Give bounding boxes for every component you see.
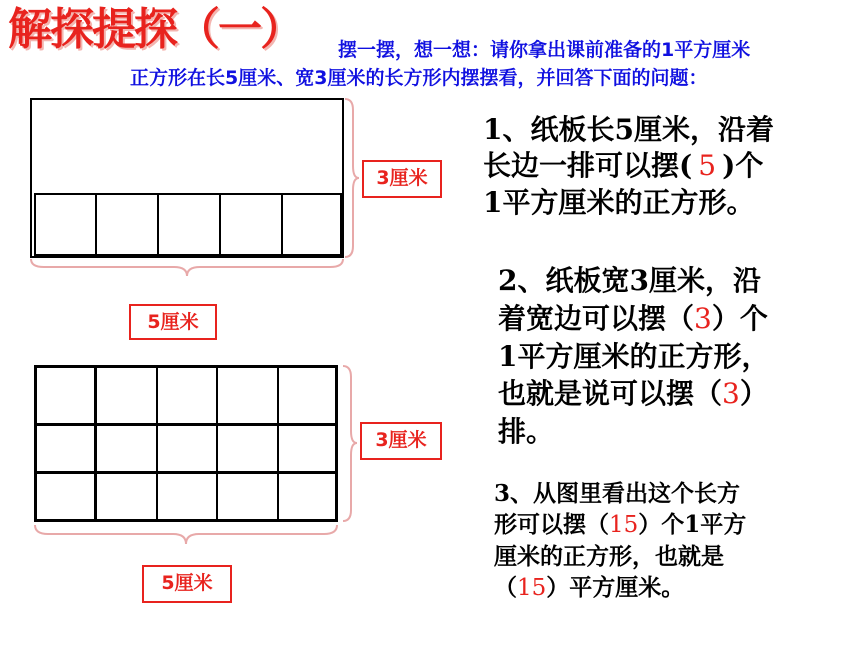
figure2-right-brace <box>342 365 358 522</box>
q3-line2: 形可以摆（15）个1平方 <box>494 511 747 539</box>
figure1-right-brace <box>344 98 360 258</box>
q2-line2: 着宽边可以摆（3）个 <box>498 301 768 335</box>
figure2-bottom-brace <box>34 524 338 546</box>
q3-line1: 3、从图里看出这个长方 <box>494 480 741 507</box>
q2-line4: 也就是说可以摆（3） <box>498 377 768 411</box>
q3-answer-1: 15 <box>609 512 639 539</box>
instruction-line-2: 正方形在长5厘米、宽3厘米的长方形内摆摆看，并回答下面的问题： <box>130 67 708 89</box>
question-3 <box>494 478 746 604</box>
figure1-square-row <box>34 193 342 256</box>
figure1-width-label: 5厘米 <box>129 304 217 340</box>
figure2-width-label: 5厘米 <box>142 565 232 603</box>
q2-line5: 排。 <box>498 415 555 449</box>
q1-line1: 1、纸板长5厘米，沿着 <box>483 113 774 146</box>
q1-answer: 5 <box>698 149 717 183</box>
question-2 <box>498 262 769 451</box>
q2-line3: 1平方厘米的正方形， <box>498 339 770 373</box>
figure1-bottom-brace <box>30 258 344 278</box>
question-1 <box>483 112 774 221</box>
figure2-grid <box>34 365 338 522</box>
q3-line3: 厘米的正方形，也就是 <box>494 543 724 571</box>
page-title: 解探提探（一） <box>8 4 302 55</box>
q3-answer-2: 15 <box>517 575 547 602</box>
q2-answer-2: 3 <box>722 377 740 411</box>
instruction-line-1: 摆一摆，想一想：请你拿出课前准备的1平方厘米 <box>338 39 751 61</box>
q2-answer-1: 3 <box>694 301 712 335</box>
q3-line4: （15）平方厘米。 <box>494 574 685 602</box>
q1-line2: 长边一排可以摆( 5 )个 <box>483 149 764 183</box>
q2-line1: 2、纸板宽3厘米，沿 <box>498 264 761 297</box>
q1-line3: 1平方厘米的正方形。 <box>483 185 755 219</box>
figure2-height-label: 3厘米 <box>360 422 442 460</box>
figure1-height-label: 3厘米 <box>362 160 442 198</box>
